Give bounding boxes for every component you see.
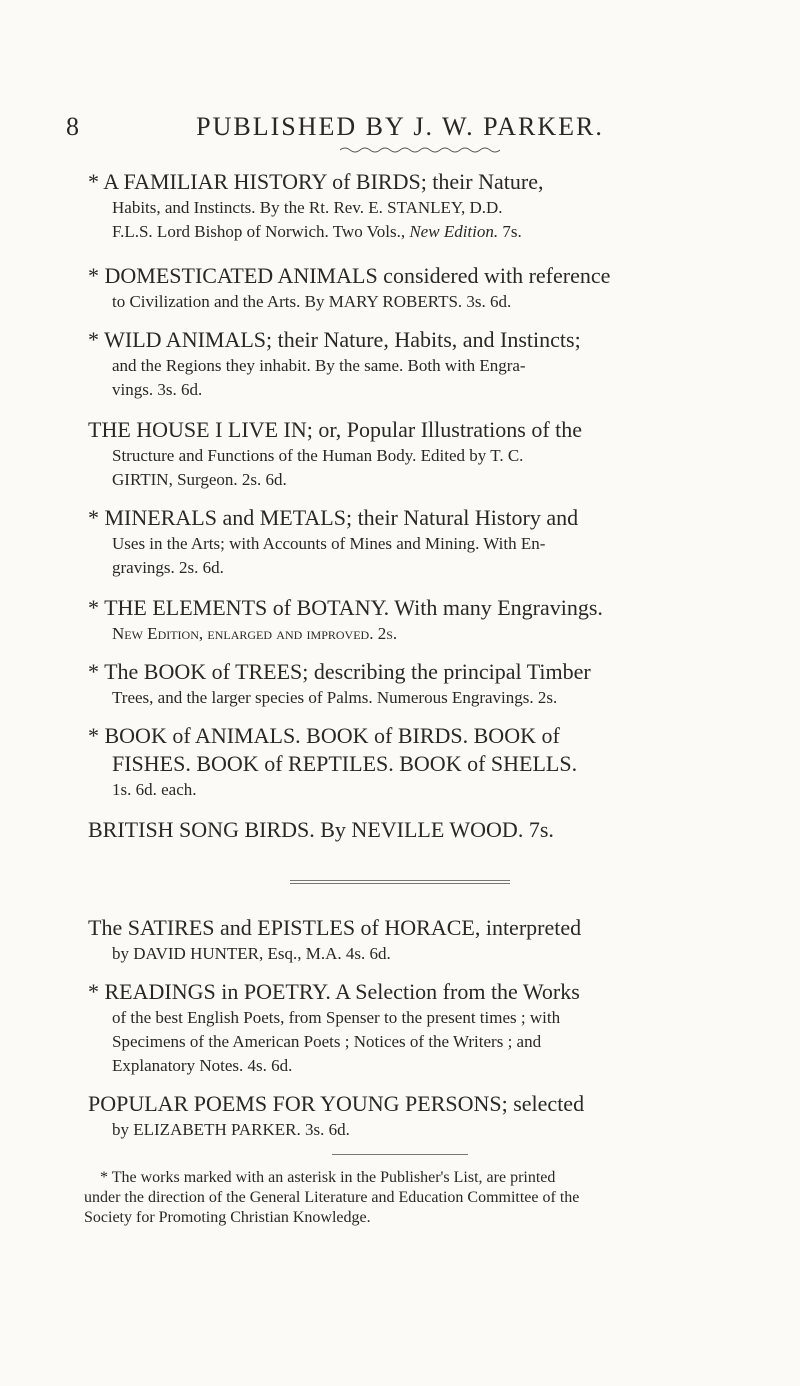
footnote-line: * The works marked with an asterisk in the Publisher's List, are printed — [100, 1169, 556, 1186]
page-number: 8 — [66, 112, 79, 141]
entry-house-i-live-in — [88, 416, 748, 492]
footnote-divider — [332, 1154, 468, 1155]
entry-line: to Civilization and the Arts. By MARY ROBERTS. 3s. 6d. — [112, 292, 512, 311]
entry-line: New Edition, enlarged and improved. 2s. — [112, 624, 398, 643]
entry-line: Specimens of the American Poets ; Notices of the Writers ; and — [112, 1032, 542, 1051]
entry-lead: POPULAR POEMS FOR YOUNG PERSONS; selected — [88, 1091, 585, 1116]
entry-line — [112, 220, 748, 244]
price: 7s. — [502, 222, 522, 241]
entry-line: Structure and Functions of the Human Body. Edited by T. C. — [112, 446, 524, 465]
entry-minerals-metals — [88, 504, 748, 580]
entry-lead: * DOMESTICATED ANIMALS considered with reference — [88, 263, 611, 288]
entry-lead: The SATIRES and EPISTLES of HORACE, interpreted — [88, 915, 582, 940]
entry-line: Explanatory Notes. 4s. 6d. — [112, 1056, 293, 1075]
entry-line: gravings. 2s. 6d. — [112, 558, 224, 577]
entry-wild-animals — [88, 326, 748, 402]
entry-domesticated-animals — [88, 262, 748, 314]
entry-line: vings. 3s. 6d. — [112, 380, 203, 399]
section-divider — [290, 880, 510, 884]
entry-line: Trees, and the larger species of Palms. Numerous Engravings. 2s. — [112, 688, 558, 707]
entry-readings-poetry — [88, 978, 748, 1078]
entry-line: GIRTIN, Surgeon. 2s. 6d. — [112, 470, 287, 489]
entry-birds-history — [88, 168, 748, 244]
entry-lead: * THE ELEMENTS of BOTANY. With many Engravings. — [88, 595, 603, 620]
entry-line: and the Regions they inhabit. By the same. Both with Engra- — [112, 356, 526, 375]
entry-popular-poems — [88, 1090, 748, 1142]
entry-lead: THE HOUSE I LIVE IN; or, Popular Illustrations of the — [88, 417, 583, 442]
footnote — [84, 1168, 756, 1228]
wavy-ornament — [340, 146, 500, 154]
entry-line: 1s. 6d. each. — [112, 780, 197, 799]
footnote-line: under the direction of the General Literature and Education Committee of the — [84, 1189, 580, 1206]
edition-note: New Edition. — [409, 222, 499, 241]
entry-line: Habits, and Instincts. By the Rt. Rev. E. STANLEY, D.D. — [112, 198, 503, 217]
entry-lead: * MINERALS and METALS; their Natural History and — [88, 505, 579, 530]
entry-lead: * A FAMILIAR HISTORY of BIRDS; their Nature, — [88, 169, 544, 194]
entry-elements-botany — [88, 594, 748, 646]
entry-horace — [88, 914, 748, 966]
entry-lead: * WILD ANIMALS; their Nature, Habits, and Instincts; — [88, 327, 581, 352]
entry-book-of-trees — [88, 658, 748, 710]
entry-line: by DAVID HUNTER, Esq., M.A. 4s. 6d. — [112, 944, 391, 963]
entry-lead-continued: FISHES. BOOK of REPTILES. BOOK of SHELLS. — [112, 751, 578, 776]
entry-lead: * The BOOK of TREES; describing the principal Timber — [88, 659, 591, 684]
page-header — [0, 112, 800, 142]
entry-line: of the best English Poets, from Spenser to the present times ; with — [112, 1008, 561, 1027]
entry-lead: * BOOK of ANIMALS. BOOK of BIRDS. BOOK of — [88, 723, 560, 748]
entry-line: Uses in the Arts; with Accounts of Mines and Mining. With En- — [112, 534, 546, 553]
entry-british-song-birds — [88, 816, 748, 844]
entry-text: F.L.S. Lord Bishop of Norwich. Two Vols., — [112, 222, 406, 241]
footnote-line: Society for Promoting Christian Knowledge. — [84, 1209, 371, 1226]
entry-line: by ELIZABETH PARKER. 3s. 6d. — [112, 1120, 350, 1139]
running-title: PUBLISHED BY J. W. PARKER. — [196, 112, 604, 141]
entry-lead: * READINGS in POETRY. A Selection from the Works — [88, 979, 580, 1004]
entry-lead: BRITISH SONG BIRDS. By NEVILLE WOOD. 7s. — [88, 817, 554, 842]
entry-books-series — [88, 722, 748, 802]
